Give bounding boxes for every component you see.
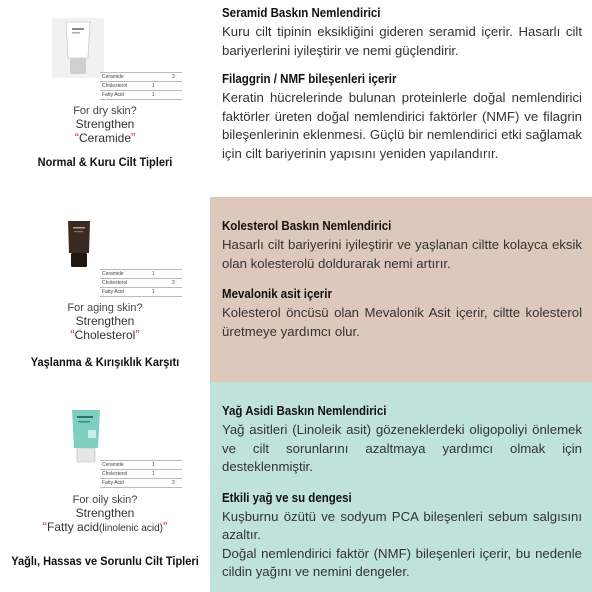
skin-category-title: Yağlı, Hassas ve Sorunlu Cilt Tipleri — [11, 554, 199, 568]
block-heading: Mevalonik asit içerir — [222, 287, 332, 301]
skin-question: For aging skin? Strengthen “Cholesterol” — [0, 302, 210, 342]
block-text: Doğal nemlendirici faktör (NMF) bileşenleri içerir, bu nedenle cildin yağını ve nemini dengeler. — [222, 545, 582, 579]
white-tube-product-image — [52, 18, 104, 78]
table-row: Ceramide 1 — [100, 461, 182, 470]
composition-table — [100, 269, 182, 297]
section-aging-skin — [0, 197, 592, 382]
composition-table — [100, 460, 182, 488]
block-text: Yağ asitleri (Linoleik asit) gözeneklerdeki oligopoliyi önlemek ve cilt sorunlarını azaltmaya yardımcı olmak için desteklenmiştir. — [222, 422, 582, 474]
ingredient-label: “Cholesterol” — [70, 327, 140, 342]
section-dry-skin — [0, 0, 592, 197]
ingredient-label: “Fatty acid(linolenic acid)” — [42, 519, 168, 534]
table-row: Fatty Acid 1 — [100, 288, 182, 297]
block-text: Kuşburnu özütü ve sodyum PCA bileşenleri sebum salgısını azaltır. — [222, 508, 582, 542]
skin-category-title: Yaşlanma & Kırışıklık Karşıtı — [30, 355, 180, 369]
product-panel-dry — [0, 0, 210, 197]
table-row: Fatty Acid 1 — [100, 91, 182, 100]
table-row: Cholesterol 1 — [100, 470, 182, 479]
table-row: Cholesterol 1 — [100, 82, 182, 91]
block-heading: Seramid Baskın Nemlendirici — [222, 6, 381, 20]
skin-category-title: Normal & Kuru Cilt Tipleri — [37, 155, 173, 169]
brown-tube-product-image — [62, 219, 96, 269]
block-text: Kolesterol öncüsü olan Mevalonik Asit içerir, ciltte kolesterol üretmeye yardımcı olur. — [222, 305, 582, 339]
composition-table — [100, 72, 182, 100]
ingredient-label: “Ceramide” — [74, 130, 136, 145]
skin-question: For oily skin? Strengthen “Fatty acid(linolenic acid)” — [0, 494, 210, 535]
table-row: Ceramide 1 — [100, 270, 182, 279]
block-heading: Kolesterol Baskın Nemlendirici — [222, 219, 392, 233]
block-text: Hasarlı cilt bariyerini iyileştirir ve yaşlanan ciltte kolayca eksik olan kolesterolü doldurarak nemi artırır. — [222, 237, 582, 271]
block-text: Keratin hücrelerinde bulunan proteinlerle doğal nemlendirici faktörler üreten doğal nemlendirici faktörler (NMF) ve filagrin bileşenlerinin eklenmesi. Güçlü bir nemlendirici etki sağlamak için cilt bariyerinin yapısını yeniden yapılandırır. — [222, 90, 582, 161]
table-row: Cholesterol 3 — [100, 279, 182, 288]
section-oily-skin — [0, 382, 592, 592]
block-heading: Filaggrin / NMF bileşenleri içerir — [222, 72, 397, 86]
description-panel-oily — [210, 382, 592, 592]
block-heading: Yağ Asidi Baskın Nemlendirici — [222, 404, 387, 418]
table-row: Ceramide 3 — [100, 73, 182, 82]
product-panel-oily — [0, 382, 210, 592]
description-panel-aging — [210, 197, 592, 382]
skin-question: For dry skin? Strengthen “Ceramide” — [0, 105, 210, 145]
block-heading: Etkili yağ ve su dengesi — [222, 490, 352, 505]
teal-tube-product-image — [66, 408, 106, 464]
table-row: Fatty Acid 3 — [100, 479, 182, 488]
product-panel-aging — [0, 197, 210, 382]
block-text: Kuru cilt tipinin eksikliğini gideren seramid içerir. Hasarlı cilt bariyerlerini iyileştirir ve nemi güçlendirir. — [222, 24, 582, 58]
description-panel-dry — [210, 0, 592, 197]
